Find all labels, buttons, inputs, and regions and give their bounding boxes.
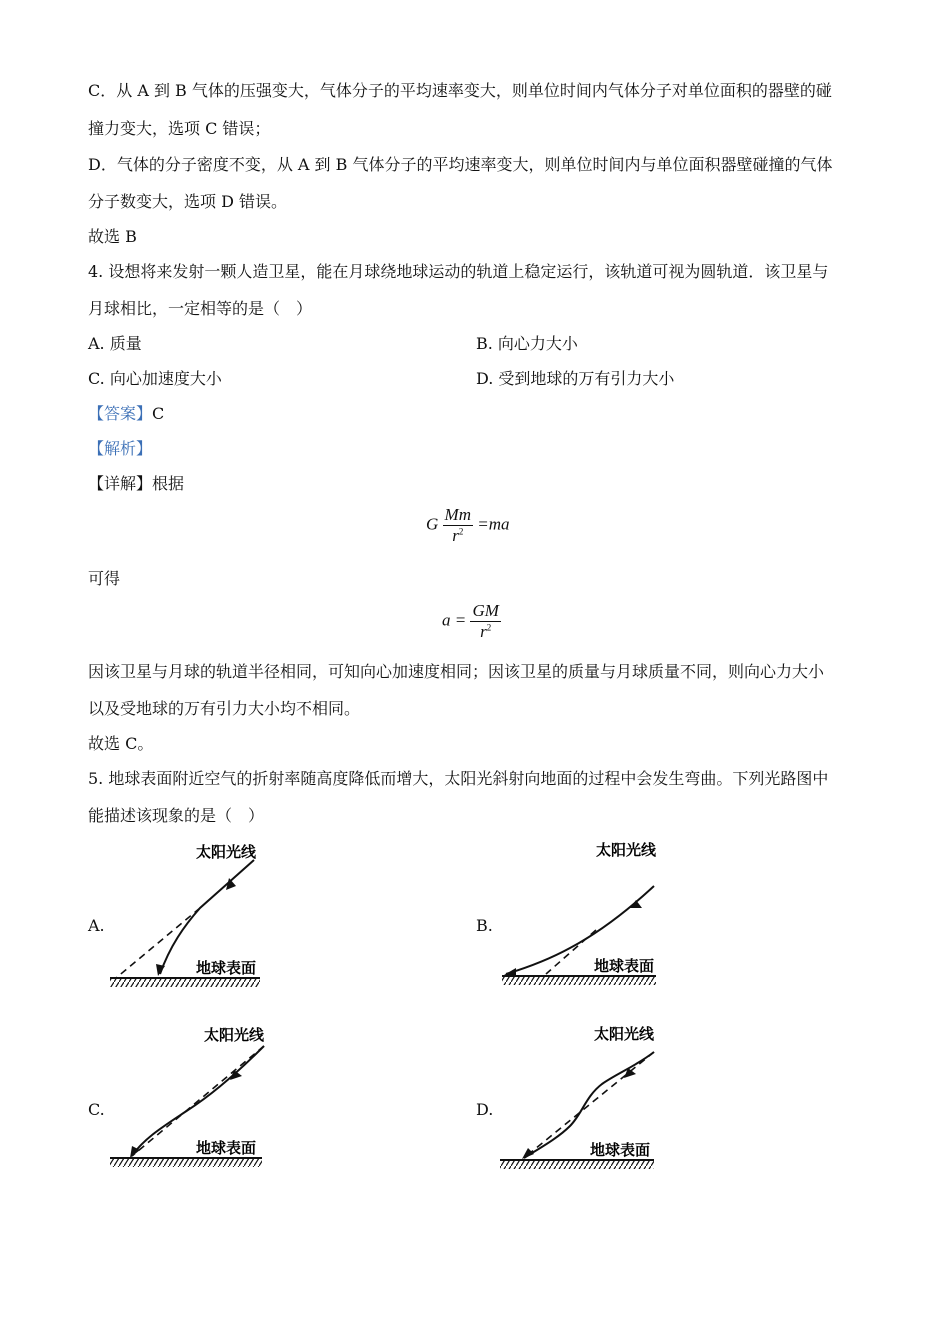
diagram-a-arrow-lower (156, 964, 165, 976)
formula1-exponent: 2 (458, 526, 464, 537)
diagram-b-ground-hatch (502, 977, 656, 985)
diagram-b-arrow-upper (630, 900, 642, 908)
diagram-d (496, 1022, 666, 1174)
q4-option-b: B. 向心力大小 (476, 334, 578, 353)
diagram-a-ground-hatch (110, 979, 260, 987)
option-d-explanation-line1: D．气体的分子密度不变，从 A 到 B 气体分子的平均速率变大，则单位时间内与单位面积器壁碰撞的气体 (88, 155, 833, 174)
q5-stem-line2: 能描述该现象的是（ ） (88, 806, 265, 825)
answer-value: C (152, 404, 165, 423)
diagram-a-light-path (160, 860, 254, 974)
q5-option-a-label: A. (88, 916, 105, 935)
q4-explanation-line1: 因该卫星与月球的轨道半径相同，可知向心加速度相同；因该卫星的质量与月球质量不同，则向心力大小 (88, 662, 825, 681)
diagram-d-ground-hatch (500, 1161, 654, 1169)
option-c-explanation-line2: 撞力变大，选项 C 错误； (88, 119, 271, 138)
formula1-rhs: =ma (477, 514, 510, 534)
q4-choose-c: 故选 C。 (88, 734, 154, 753)
diagram-c-sun-label: 太阳光线 (204, 1026, 265, 1044)
diagram-d-arrow-lower (522, 1148, 534, 1159)
q4-stem-line1: 4. 设想将来发射一颗人造卫星，能在月球绕地球运动的轨道上稳定运行，该轨道可视为圆轨道．该卫星与 (88, 262, 829, 281)
q4-detail-row (88, 473, 184, 495)
formula1-fraction (443, 505, 473, 546)
diagram-c-ground-label: 地球表面 (196, 1139, 257, 1157)
formula2-denominator (470, 622, 500, 642)
analysis-tag: 【解析】 (88, 439, 153, 458)
kede-text: 可得 (88, 569, 121, 588)
diagram-b-sun-label: 太阳光线 (596, 841, 657, 859)
diagram-c (104, 1022, 274, 1174)
q4-option-a: A. 质量 (88, 334, 142, 353)
diagram-d-ground-label: 地球表面 (590, 1141, 651, 1159)
diagram-a-sun-label: 太阳光线 (196, 843, 257, 861)
detail-text: 根据 (152, 474, 185, 493)
formula2-numerator: GM (472, 601, 499, 620)
q4-analysis-row (88, 438, 152, 460)
diagram-d-sun-label: 太阳光线 (594, 1025, 655, 1043)
q4-answer-row (88, 403, 164, 425)
formula2-fraction (470, 601, 500, 642)
q5-option-b-label: B. (476, 916, 493, 935)
diagram-a-ground-label: 地球表面 (196, 959, 257, 977)
q4-option-c: C. 向心加速度大小 (88, 369, 222, 388)
q5-option-d-label: D. (476, 1100, 494, 1119)
option-c-explanation-line1: C．从 A 到 B 气体的压强变大，气体分子的平均速率变大，则单位时间内气体分子对单位面积的器壁的碰 (88, 81, 832, 100)
formula1-denominator (443, 526, 473, 546)
formula2-exponent: 2 (486, 622, 492, 633)
formula-gravitation (426, 505, 509, 546)
formula2-den-var: r (480, 622, 487, 641)
formula1-den-var: r (452, 526, 459, 545)
formula-acceleration (442, 601, 501, 642)
diagram-a (104, 838, 274, 990)
diagram-b (496, 838, 666, 990)
formula1-g: G (426, 514, 439, 534)
q5-stem-line1: 5. 地球表面附近空气的折射率随高度降低而增大，太阳光斜射向地面的过程中会发生弯曲。下列光路图中 (88, 769, 829, 788)
formula2-lhs: a = (442, 610, 467, 630)
choose-b-text: 故选 B (88, 227, 137, 246)
detail-tag: 【详解】 (88, 474, 153, 493)
diagram-c-ground-hatch (110, 1159, 262, 1167)
q5-option-c-label: C. (88, 1100, 105, 1119)
q4-option-d: D. 受到地球的万有引力大小 (476, 369, 675, 388)
option-d-explanation-line2: 分子数变大，选项 D 错误。 (88, 192, 288, 211)
q4-explanation-line2: 以及受地球的万有引力大小均不相同。 (88, 699, 361, 718)
formula1-numerator: Mm (444, 505, 471, 524)
answer-tag: 【答案】 (88, 404, 153, 423)
diagram-b-ground-label: 地球表面 (594, 957, 655, 975)
q4-stem-line2: 月球相比，一定相等的是（ ） (88, 299, 313, 318)
